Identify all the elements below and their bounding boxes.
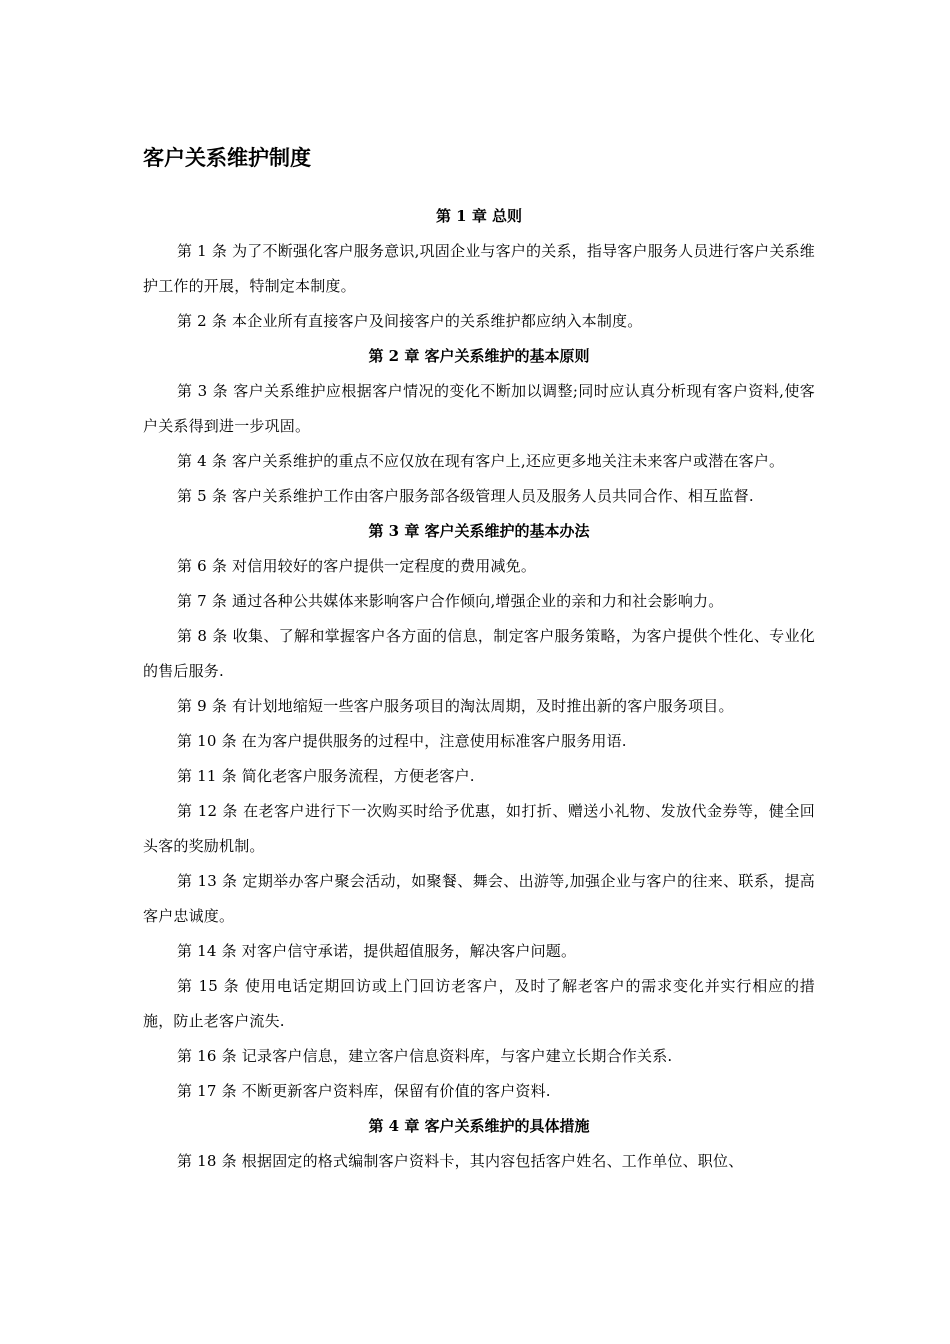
chapter-heading: 第 3 章 客户关系维护的基本办法: [368, 522, 590, 540]
article-paragraph: 第 17 条 不断更新客户资料库，保留有价值的客户资料.: [177, 1082, 551, 1100]
article-paragraph: 第 9 条 有计划地缩短一些客户服务项目的淘汰周期，及时推出新的客户服务项目。: [177, 697, 734, 715]
article-paragraph: 第 1 条 为了不断强化客户服务意识,巩固企业与客户的关系，指导客户服务人员进行客户关系维护工作的开展，特制定本制度。: [143, 242, 815, 295]
article-paragraph: 第 6 条 对信用较好的客户提供一定程度的费用减免。: [177, 557, 537, 575]
chapter-heading: 第 4 章 客户关系维护的具体措施: [368, 1117, 590, 1135]
article-paragraph: 第 14 条 对客户信守承诺，提供超值服务，解决客户问题。: [177, 942, 577, 960]
article-paragraph: 第 10 条 在为客户提供服务的过程中，注意使用标准客户服务用语.: [177, 732, 627, 750]
document-title: 客户关系维护制度: [143, 146, 311, 170]
article-paragraph: 第 5 条 客户关系维护工作由客户服务部各级管理人员及服务人员共同合作、相互监督.: [177, 487, 754, 505]
chapter-heading: 第 1 章 总则: [435, 207, 523, 225]
document-body: [143, 199, 815, 1179]
article-paragraph: 第 3 条 客户关系维护应根据客户情况的变化不断加以调整;同时应认真分析现有客户资料,使客户关系得到进一步巩固。: [143, 382, 815, 435]
article-paragraph: 第 13 条 定期举办客户聚会活动，如聚餐、舞会、出游等,加强企业与客户的往来、联系，提高客户忠诚度。: [143, 872, 815, 925]
article-paragraph: 第 4 条 客户关系维护的重点不应仅放在现有客户上,还应更多地关注未来客户或潜在客户。: [177, 452, 785, 470]
article-paragraph: 第 16 条 记录客户信息，建立客户信息资料库，与客户建立长期合作关系.: [177, 1047, 673, 1065]
article-paragraph: 第 11 条 简化老客户服务流程，方便老客户.: [177, 767, 475, 785]
article-paragraph: 第 12 条 在老客户进行下一次购买时给予优惠，如打折、赠送小礼物、发放代金券等，健全回头客的奖励机制。: [143, 802, 815, 855]
chapter-heading: 第 2 章 客户关系维护的基本原则: [368, 347, 590, 365]
article-paragraph: 第 15 条 使用电话定期回访或上门回访老客户，及时了解老客户的需求变化并实行相应的措施，防止老客户流失.: [143, 977, 815, 1030]
article-paragraph: 第 2 条 本企业所有直接客户及间接客户的关系维护都应纳入本制度。: [177, 312, 643, 330]
article-paragraph: 第 7 条 通过各种公共媒体来影响客户合作倾向,增强企业的亲和力和社会影响力。: [177, 592, 724, 610]
article-paragraph: 第 8 条 收集、了解和掌握客户各方面的信息，制定客户服务策略，为客户提供个性化、专业化的售后服务.: [143, 627, 815, 680]
article-paragraph: 第 18 条 根据固定的格式编制客户资料卡，其内容包括客户姓名、工作单位、职位、: [177, 1152, 744, 1170]
